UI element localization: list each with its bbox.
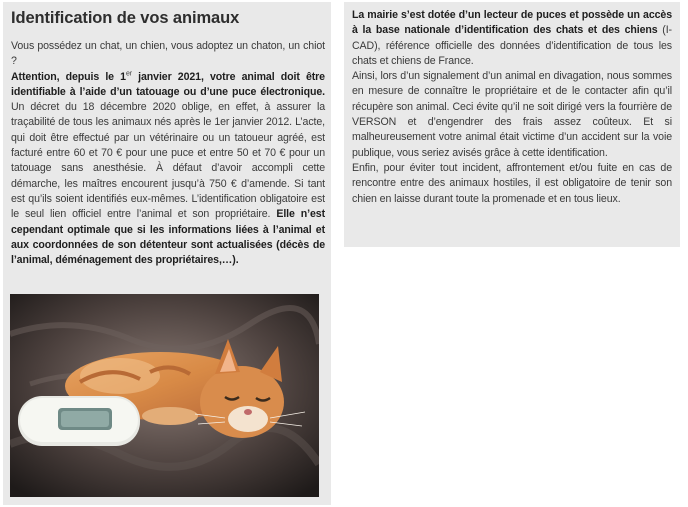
update-notice: Elle n’est cependant optimale que si les informations liées à l’animal et aux coordonnées de son détenteur sont actualisées (décès de l’animal, déménagement des propriétaires,…). <box>11 208 326 267</box>
leash-paragraph: Enfin, pour éviter tout incident, affrontement et/ou fuite en cas de rencontre entre des animaux hostiles, il est obligatoire de tenir son chien en laisse durant toute la promenade et en tous lieux. <box>352 161 672 205</box>
article-title: Identification de vos animaux <box>11 9 240 27</box>
attention-text-a: Attention, depuis le 1 <box>11 70 126 83</box>
intro-text: Vous possédez un chat, un chien, vous adoptez un chaton, un chiot ? <box>11 40 325 68</box>
cat-with-reader-image <box>10 294 319 497</box>
microchip-reader-article-panel <box>344 2 680 247</box>
decree-text: Un décret du 18 décembre 2020 oblige, en effet, à assurer la traçabilité de tous les animaux nés après le 1er janvier 2012. L’acte, qui doit être effectué par un vétérinaire ou un tatoueur agréé, est facturé entre 60 et 70 € pour une puce et entre 50 et 70 € pour un tatouage sans anesthésie. À défaut d’avoir accompli cette démarche, les maîtres encourent jusqu’à 750 € d’amende. Si tant est qu’ils soient identifiés eux-mêmes. L’identification obligatoire est le seul lien officiel entre l’animal et son propriétaire. <box>11 101 325 221</box>
attention-text-b: janvier 2021, votre animal doit être identifiable à l’aide d’un tatouage ou d’une puce électronique. <box>11 70 325 98</box>
ordinal-sup: er <box>125 70 132 78</box>
reader-paragraph <box>352 8 672 69</box>
identification-article-panel <box>3 2 331 505</box>
stray-animal-paragraph: Ainsi, lors d’un signalement d’un animal en divagation, nous sommes en mesure de connaître le propriétaire et de le contacter afin qu’il récupère son animal. Ceci évite qu’il ne soit dirigé vers la fourrière de VERSON et d’engendrer des frais assez coûteux. Et si malheureusement votre animal était victime d’un accident sur la voie publique, vous seriez avisés grâce à cette identification. <box>352 70 672 159</box>
intro-paragraph <box>11 39 325 268</box>
icad-text: (I-CAD), référence officielle des données d’identification de tous les chats et chiens de France. <box>352 24 672 67</box>
reader-intro-bold: La mairie s’est dotée d’un lecteur de puces et possède un accès à la base nationale d’identification des chats et des chiens <box>352 9 672 37</box>
cat-photo <box>10 294 319 497</box>
microchip-reader-icon <box>18 396 140 446</box>
